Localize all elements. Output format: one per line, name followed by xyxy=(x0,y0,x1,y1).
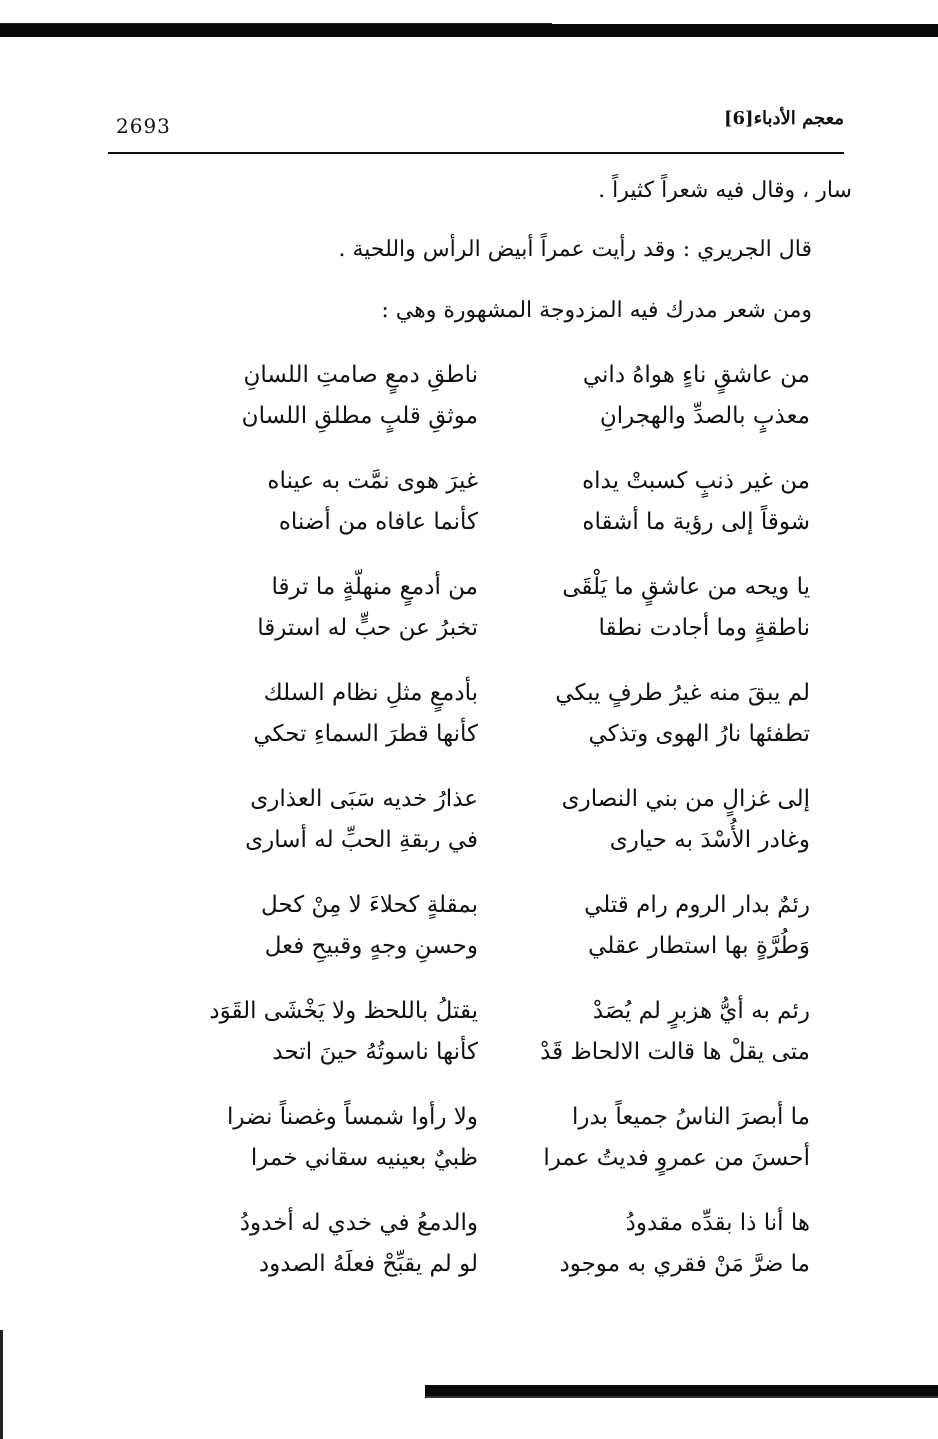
verse-first-hemistich: ناطقةٍ وما أجادت نطقا xyxy=(598,615,810,641)
verse-first-hemistich: وغادر الأُسْدَ به حيارى xyxy=(609,827,810,853)
prose-line-1: سار ، وقال فيه شعراً كثيراً . xyxy=(598,178,852,203)
verse-second-hemistich: والدمعُ في خدي له أخدودُ xyxy=(239,1210,478,1236)
verse-first-hemistich: يا ويحه من عاشقٍ ما يَلْقَى xyxy=(562,574,810,600)
verse-second-hemistich: ظبيٌ بعينيه سقاني خمرا xyxy=(250,1145,478,1171)
verse-first-hemistich: إلى غزالٍ من بني النصارى xyxy=(561,786,810,812)
verse-second-hemistich: ولا رأوا شمساً وغصناً نضرا xyxy=(226,1104,478,1130)
page-header xyxy=(108,104,844,154)
verse-second-hemistich: بمقلةٍ كحلاءَ لا مِنْ كحل xyxy=(260,892,478,918)
scan-edge-left xyxy=(0,1330,3,1439)
verse-first-hemistich: وَطُرَّةٍ بها استطار عقلي xyxy=(588,933,810,959)
scan-border-top xyxy=(0,24,938,37)
scan-border-bottom xyxy=(425,1385,938,1396)
running-head: معجم الأدباء[6] xyxy=(723,108,844,129)
verse-first-hemistich: شوقاً إلى رؤية ما أشقاه xyxy=(582,509,810,535)
page-number: 2693 xyxy=(116,114,171,138)
verse-second-hemistich: في ربقةِ الحبِّ له أسارى xyxy=(245,827,478,853)
verse-second-hemistich: عذارُ خديه سَبَى العذارى xyxy=(250,786,478,812)
prose-line-3: ومن شعر مدرك فيه المزدوجة المشهورة وهي : xyxy=(381,298,812,323)
verse-second-hemistich: وحسنِ وجهٍ وقبيحِ فعل xyxy=(264,933,478,959)
verse-first-hemistich: متى يقلْ ها قالت الالحاظ قَدْ xyxy=(540,1039,810,1065)
verse-second-hemistich: لو لم يقبِّحْ فعلَهُ الصدود xyxy=(258,1251,478,1277)
verse-second-hemistich: ناطقِ دمعٍ صامتِ اللسانِ xyxy=(243,362,478,388)
verse-first-hemistich: معذبٍ بالصدِّ والهجرانِ xyxy=(599,403,810,429)
verse-first-hemistich: من غير ذنبٍ كسبتْ يداه xyxy=(582,468,810,494)
verse-second-hemistich: بأدمعٍ مثلِ نظام السلك xyxy=(263,680,478,706)
prose-line-2: قال الجريري : وقد رأيت عمراً أبيض الرأس واللحية . xyxy=(338,237,812,262)
verse-first-hemistich: أحسنَ من عمروٍ فديتُ عمرا xyxy=(543,1145,810,1171)
verse-second-hemistich: تخبرُ عن حبٍّ له استرقا xyxy=(257,615,478,641)
scan-border-bottom-thin xyxy=(425,1396,938,1398)
verse-second-hemistich: من أدمعٍ منهلّةٍ ما ترقا xyxy=(271,574,478,600)
verse-second-hemistich: كأنها ناسوتُهُ حينَ اتحد xyxy=(272,1039,478,1065)
verse-first-hemistich: تطفئها نارُ الهوى وتذكي xyxy=(588,721,810,747)
verse-first-hemistich: رئمٌ بدار الروم رام قتلي xyxy=(584,892,810,918)
verse-second-hemistich: موثقِ قلبٍ مطلقِ اللسان xyxy=(241,403,478,429)
verse-first-hemistich: رئم به أيُّ هزبرٍ لم يُصَدْ xyxy=(592,998,810,1024)
verse-first-hemistich: ما أبصرَ الناسُ جميعاً بدرا xyxy=(572,1104,810,1130)
verse-first-hemistich: ها أنا ذا بقدِّه مقدودُ xyxy=(625,1210,810,1236)
verse-second-hemistich: كأنما عافاه من أضناه xyxy=(278,509,478,535)
verse-second-hemistich: غيرَ هوى نمَّت به عيناه xyxy=(267,468,478,494)
verse-first-hemistich: لم يبقَ منه غيرُ طرفٍ يبكي xyxy=(555,680,810,706)
verse-first-hemistich: من عاشقٍ ناءٍ هواهُ داني xyxy=(582,362,810,388)
verse-second-hemistich: كأنها قطرَ السماءِ تحكي xyxy=(253,721,478,747)
verse-first-hemistich: ما ضرَّ مَنْ فقري به موجود xyxy=(559,1251,810,1277)
verse-second-hemistich: يقتلُ باللحظ ولا يَخْشَى القَوَد xyxy=(209,998,478,1024)
